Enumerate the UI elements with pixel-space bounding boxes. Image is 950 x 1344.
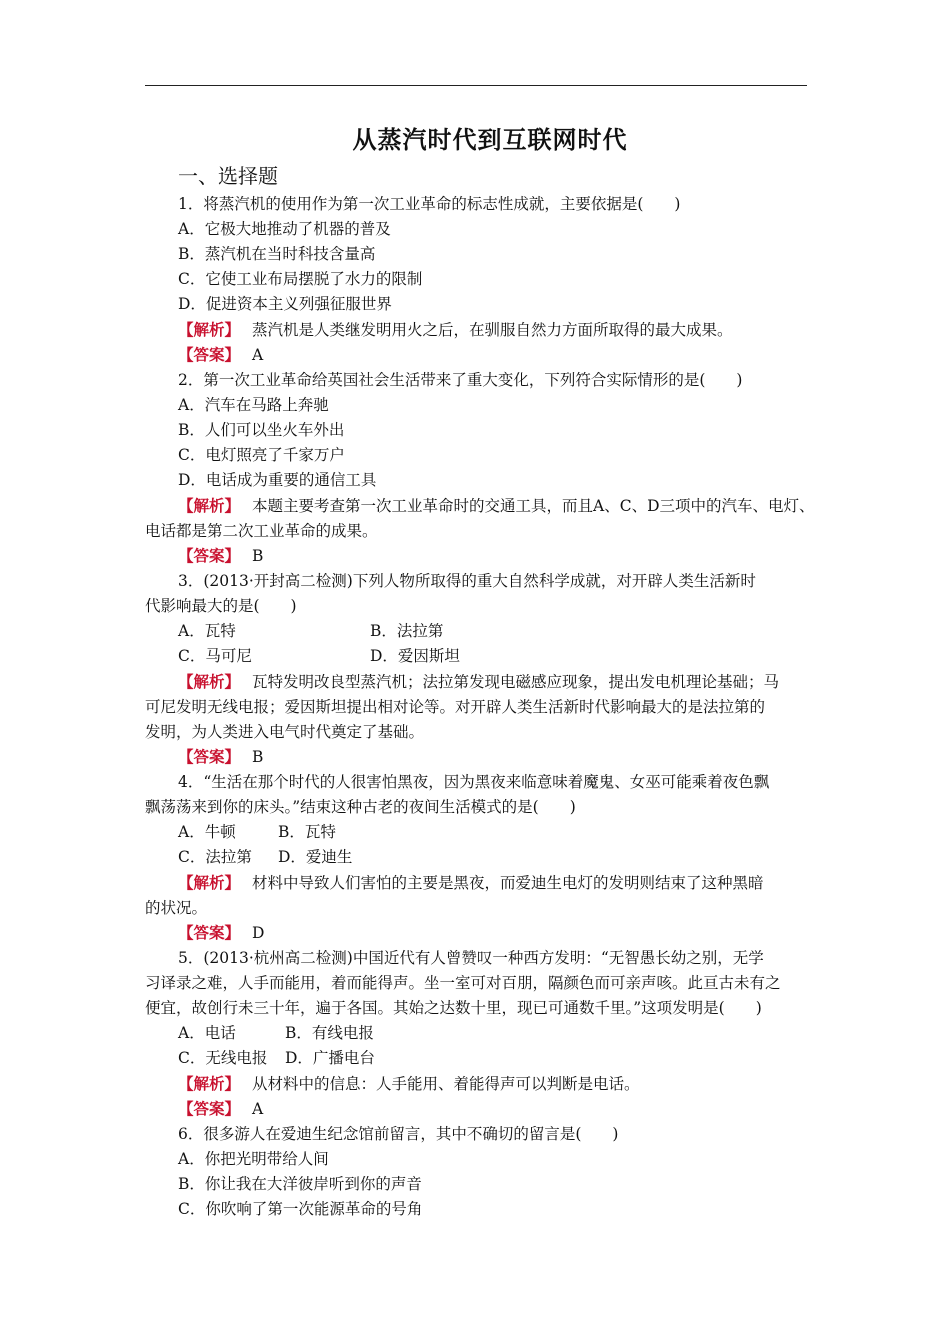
q2-option-b: B．人们可以坐火车外出 xyxy=(178,421,345,439)
q4-option-b: B．瓦特 xyxy=(278,823,336,841)
q5-option-c: C．无线电报 xyxy=(178,1049,268,1067)
q3-option-d: D．爱因斯坦 xyxy=(370,647,460,665)
q1-stem: 1．将蒸汽机的使用作为第一次工业革命的标志性成就，主要依据是( ) xyxy=(178,195,681,213)
q1-option-d: D．促进资本主义列强征服世界 xyxy=(178,295,392,313)
q5-stem: 5．(2013·杭州高二检测)中国近代有人曾赞叹一种西方发明：“无智愚长幼之别，无学 xyxy=(178,949,764,967)
answer-tag: 【答案】 xyxy=(178,747,241,766)
q3-stem: 3．(2013·开封高二检测)下列人物所取得的重大自然科学成就，对开辟人类生活新时 xyxy=(178,572,756,590)
q3-stem-cont: 代影响最大的是( ) xyxy=(145,597,297,615)
analysis-tag: 【解析】 xyxy=(178,873,241,892)
answer-tag: 【答案】 xyxy=(178,923,241,942)
analysis-tag: 【解析】 xyxy=(178,320,241,339)
q1-option-c: C．它使工业布局摆脱了水力的限制 xyxy=(178,270,423,288)
q1-analysis-text: 蒸汽机是人类继发明用火之后，在驯服自然力方面所取得的最大成果。 xyxy=(252,321,733,339)
q6-option-c: C．你吹响了第一次能源革命的号角 xyxy=(178,1200,423,1218)
header-rule xyxy=(145,85,807,86)
q3-option-a: A．瓦特 xyxy=(178,622,236,640)
q3-analysis-cont-1: 可尼发明无线电报；爱因斯坦提出相对论等。对开辟人类生活新时代影响最大的是法拉第的 xyxy=(145,698,766,716)
q3-analysis-text: 瓦特发明改良型蒸汽机；法拉第发现电磁感应现象，提出发电机理论基础；马 xyxy=(252,673,780,691)
q4-stem-cont: 飘荡荡来到你的床头。”结束这种古老的夜间生活模式的是( ) xyxy=(145,798,576,816)
q1-answer xyxy=(178,344,263,366)
q4-analysis-cont: 的状况。 xyxy=(145,899,208,917)
q4-answer xyxy=(178,922,264,944)
q5-stem-cont-1: 习译录之难，人手而能用，着而能得声。坐一室可对百朋，隔颜色而可亲声咳。此亘古未有之 xyxy=(145,974,781,992)
q3-answer-value: B xyxy=(252,748,264,766)
q5-option-a: A．电话 xyxy=(178,1024,236,1042)
q5-answer xyxy=(178,1098,263,1120)
analysis-tag: 【解析】 xyxy=(178,496,241,515)
q5-answer-value: A xyxy=(252,1100,264,1118)
q3-option-b: B．法拉第 xyxy=(370,622,444,640)
q2-answer xyxy=(178,545,263,567)
answer-tag: 【答案】 xyxy=(178,345,241,364)
q1-analysis xyxy=(178,319,733,341)
q5-analysis xyxy=(178,1073,640,1095)
q2-analysis xyxy=(178,495,815,517)
q6-stem: 6．很多游人在爱迪生纪念馆前留言，其中不确切的留言是( ) xyxy=(178,1125,619,1143)
answer-tag: 【答案】 xyxy=(178,546,241,565)
q4-answer-value: D xyxy=(252,924,265,942)
q4-analysis-text: 材料中导致人们害怕的主要是黑夜，而爱迪生电灯的发明则结束了这种黑暗 xyxy=(252,874,764,892)
q6-option-b: B．你让我在大洋彼岸听到你的声音 xyxy=(178,1175,422,1193)
q3-analysis xyxy=(178,671,779,693)
q4-option-c: C．法拉第 xyxy=(178,848,252,866)
q2-answer-value: B xyxy=(252,547,264,565)
q3-analysis-cont-2: 发明，为人类进入电气时代奠定了基础。 xyxy=(145,723,425,741)
q5-option-b: B．有线电报 xyxy=(285,1024,374,1042)
q2-option-c: C．电灯照亮了千家万户 xyxy=(178,446,345,464)
q4-option-d: D．爱迪生 xyxy=(278,848,353,866)
section-heading: 一、选择题 xyxy=(178,164,278,188)
q4-analysis xyxy=(178,872,764,894)
q2-analysis-cont: 电话都是第二次工业革命的成果。 xyxy=(145,522,378,540)
q1-answer-value: A xyxy=(252,346,264,364)
answer-tag: 【答案】 xyxy=(178,1099,241,1118)
q5-analysis-text: 从材料中的信息：人手能用、着能得声可以判断是电话。 xyxy=(252,1075,640,1093)
q1-option-b: B．蒸汽机在当时科技含量高 xyxy=(178,245,376,263)
q2-option-d: D．电话成为重要的通信工具 xyxy=(178,471,377,489)
q2-stem: 2．第一次工业革命给英国社会生活带来了重大变化，下列符合实际情形的是( ) xyxy=(178,371,743,389)
q3-answer xyxy=(178,746,263,768)
q1-option-a: A．它极大地推动了机器的普及 xyxy=(178,220,391,238)
q2-option-a: A．汽车在马路上奔驰 xyxy=(178,396,329,414)
document-title: 从蒸汽时代到互联网时代 xyxy=(352,125,628,154)
q6-option-a: A．你把光明带给人间 xyxy=(178,1150,329,1168)
q3-option-c: C．马可尼 xyxy=(178,647,252,665)
q4-option-a: A．牛顿 xyxy=(178,823,236,841)
analysis-tag: 【解析】 xyxy=(178,672,241,691)
q4-stem: 4．“生活在那个时代的人很害怕黑夜，因为黑夜来临意味着魔鬼、女巫可能乘着夜色飘 xyxy=(178,773,770,791)
q2-analysis-text: 本题主要考查第一次工业革命时的交通工具，而且A、C、D三项中的汽车、电灯、 xyxy=(252,497,815,515)
q5-option-d: D．广播电台 xyxy=(285,1049,375,1067)
analysis-tag: 【解析】 xyxy=(178,1074,241,1093)
q5-stem-cont-2: 便宜，故创行未三十年，遍于各国。其始之达数十里，现已可通数千里。”这项发明是( ) xyxy=(145,999,762,1017)
